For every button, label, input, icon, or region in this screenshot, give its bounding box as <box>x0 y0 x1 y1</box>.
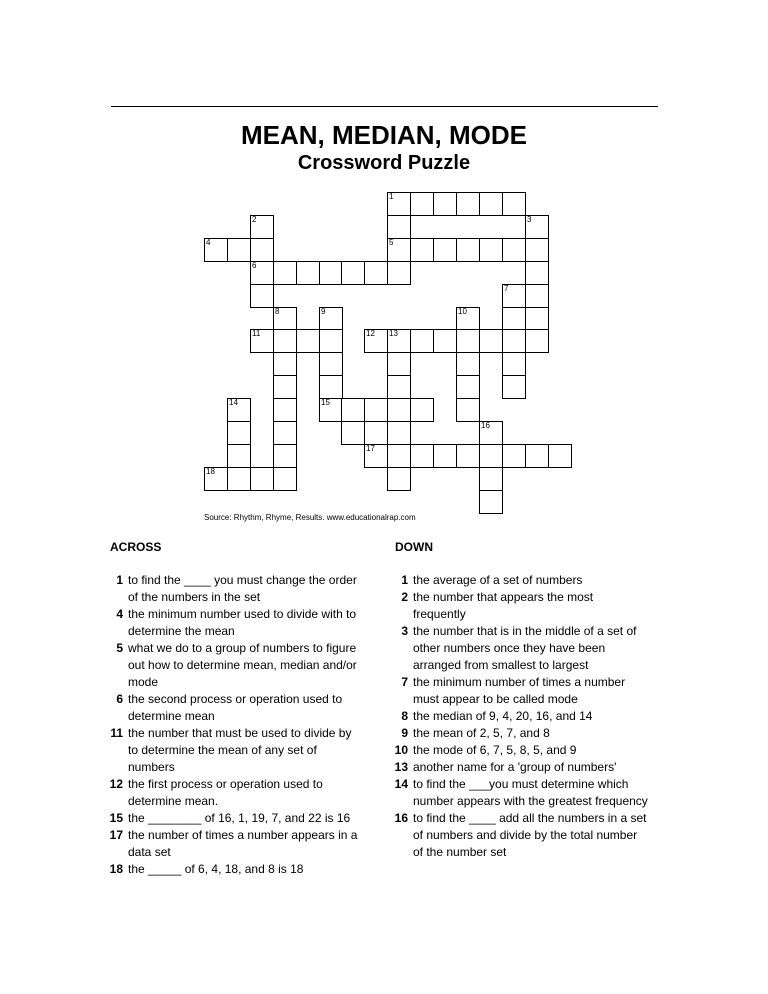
grid-cell[interactable] <box>250 215 274 239</box>
grid-cell[interactable] <box>273 467 297 491</box>
grid-cell[interactable] <box>525 261 549 285</box>
grid-cell[interactable] <box>525 307 549 331</box>
clue-text: the number that must be used to divide by to determine the mean of any set of numbers <box>128 726 352 774</box>
grid-cell[interactable] <box>364 398 388 422</box>
grid-cell[interactable] <box>502 307 526 331</box>
grid-cell[interactable] <box>250 467 274 491</box>
grid-cell[interactable] <box>479 192 503 216</box>
grid-cell[interactable] <box>273 421 297 445</box>
clue-number: 4 <box>116 607 123 621</box>
clue-item <box>386 725 648 742</box>
grid-cell[interactable] <box>387 261 411 285</box>
clue-text: the number of times a number appears in a data set <box>128 828 358 859</box>
clue-number: 14 <box>229 398 238 407</box>
grid-cell[interactable] <box>319 329 343 353</box>
clue-number: 16 <box>481 421 490 430</box>
grid-cell[interactable] <box>410 238 434 262</box>
grid-cell[interactable] <box>250 284 274 308</box>
grid-cell[interactable] <box>525 215 549 239</box>
clue-item <box>101 861 363 878</box>
grid-cell[interactable] <box>525 329 549 353</box>
clue-item <box>386 759 648 776</box>
clue-number: 5 <box>116 641 123 655</box>
grid-cell[interactable] <box>456 307 480 331</box>
clue-item <box>101 725 363 776</box>
clue-number: 3 <box>527 215 532 224</box>
grid-cell[interactable] <box>387 192 411 216</box>
grid-cell[interactable] <box>319 261 343 285</box>
clue-item <box>386 623 648 674</box>
clue-number: 6 <box>116 692 123 706</box>
grid-cell[interactable] <box>456 352 480 376</box>
page-title: MEAN, MEDIAN, MODE <box>241 120 527 150</box>
grid-cell[interactable] <box>387 421 411 445</box>
grid-cell[interactable] <box>456 192 480 216</box>
grid-cell[interactable] <box>502 352 526 376</box>
grid-cell[interactable] <box>387 329 411 353</box>
grid-cell[interactable] <box>456 444 480 468</box>
clue-number: 16 <box>394 811 408 825</box>
grid-cell[interactable] <box>387 398 411 422</box>
grid-cell[interactable] <box>410 192 434 216</box>
clue-item <box>386 589 648 623</box>
down-heading: DOWN <box>395 540 433 554</box>
grid-cell[interactable] <box>319 352 343 376</box>
grid-cell[interactable] <box>456 238 480 262</box>
grid-cell[interactable] <box>433 329 457 353</box>
clue-text: the minimum number used to divide with to determine the mean <box>128 607 357 638</box>
across-clue-list <box>101 572 363 878</box>
clue-number: 11 <box>252 329 261 338</box>
grid-cell[interactable] <box>479 329 503 353</box>
grid-cell[interactable] <box>433 192 457 216</box>
clue-item <box>386 776 648 810</box>
grid-cell[interactable] <box>502 284 526 308</box>
clue-number: 10 <box>394 743 408 757</box>
clue-number: 8 <box>275 307 280 316</box>
clue-text: the mode of 6, 7, 5, 8, 5, and 9 <box>413 743 577 757</box>
clue-number: 8 <box>401 709 408 723</box>
grid-cell[interactable] <box>456 398 480 422</box>
grid-cell[interactable] <box>479 444 503 468</box>
grid-cell[interactable] <box>273 261 297 285</box>
clue-number: 1 <box>116 573 123 587</box>
clue-text: the median of 9, 4, 20, 16, and 14 <box>413 709 593 723</box>
grid-cell[interactable] <box>296 329 320 353</box>
grid-cell[interactable] <box>502 238 526 262</box>
grid-cell[interactable] <box>341 261 365 285</box>
grid-cell[interactable] <box>364 444 388 468</box>
grid-cell[interactable] <box>273 352 297 376</box>
grid-cell[interactable] <box>319 375 343 399</box>
grid-cell[interactable] <box>273 398 297 422</box>
clue-text: the ________ of 16, 1, 19, 7, and 22 is 16 <box>128 811 351 825</box>
grid-cell[interactable] <box>548 444 572 468</box>
clue-number: 15 <box>109 811 123 825</box>
clue-text: the mean of 2, 5, 7, and 8 <box>413 726 550 740</box>
grid-cell[interactable] <box>479 421 503 445</box>
grid-cell[interactable] <box>250 238 274 262</box>
grid-cell[interactable] <box>410 398 434 422</box>
grid-cell[interactable] <box>479 467 503 491</box>
down-clue-list <box>386 572 648 861</box>
clue-text: to find the ____ add all the numbers in a set of numbers and divide by the total number of the number set <box>413 811 647 859</box>
grid-cell[interactable] <box>479 238 503 262</box>
clue-number: 12 <box>366 329 375 338</box>
grid-cell[interactable] <box>387 238 411 262</box>
clue-text: the minimum number of times a number must appear to be called mode <box>413 675 626 706</box>
clue-item <box>101 776 363 810</box>
grid-cell[interactable] <box>525 238 549 262</box>
clue-number: 9 <box>401 726 408 740</box>
grid-cell[interactable] <box>387 444 411 468</box>
clue-item <box>386 572 648 589</box>
clue-text: the number that appears the most frequently <box>413 590 594 621</box>
grid-cell[interactable] <box>502 329 526 353</box>
grid-cell[interactable] <box>296 261 320 285</box>
clue-number: 11 <box>110 726 123 740</box>
grid-cell[interactable] <box>433 238 457 262</box>
across-heading: ACROSS <box>110 540 162 554</box>
grid-cell[interactable] <box>387 375 411 399</box>
clue-item <box>386 742 648 759</box>
clue-number: 7 <box>401 675 408 689</box>
clue-number: 18 <box>109 862 123 876</box>
grid-cell[interactable] <box>227 444 251 468</box>
grid-cell[interactable] <box>250 261 274 285</box>
grid-cell[interactable] <box>273 329 297 353</box>
grid-cell[interactable] <box>410 329 434 353</box>
grid-cell[interactable] <box>227 398 251 422</box>
grid-cell[interactable] <box>341 398 365 422</box>
grid-cell[interactable] <box>456 375 480 399</box>
page-subtitle: Crossword Puzzle <box>297 152 471 174</box>
clue-number: 5 <box>389 238 394 247</box>
clue-number: 17 <box>366 444 375 453</box>
clue-item <box>386 708 648 725</box>
clue-number: 3 <box>401 624 408 638</box>
grid-cell[interactable] <box>387 352 411 376</box>
clue-text: the average of a set of numbers <box>413 573 583 587</box>
clue-number: 13 <box>389 329 398 338</box>
clue-item <box>101 691 363 725</box>
grid-cell[interactable] <box>525 284 549 308</box>
grid-cell[interactable] <box>456 329 480 353</box>
grid-cell[interactable] <box>387 215 411 239</box>
source-credit: Source: Rhythm, Rhyme, Results. www.educationalrap.com <box>204 513 416 522</box>
grid-cell[interactable] <box>204 238 228 262</box>
clue-number: 1 <box>389 192 394 201</box>
clue-number: 2 <box>401 590 408 604</box>
clue-item <box>101 810 363 827</box>
grid-cell[interactable] <box>273 307 297 331</box>
grid-cell[interactable] <box>525 444 549 468</box>
clue-number: 2 <box>252 215 257 224</box>
clue-number: 12 <box>109 777 123 791</box>
grid-cell[interactable] <box>273 444 297 468</box>
grid-cell[interactable] <box>433 444 457 468</box>
grid-cell[interactable] <box>502 444 526 468</box>
grid-cell[interactable] <box>364 329 388 353</box>
clue-number: 15 <box>321 398 330 407</box>
grid-cell[interactable] <box>319 307 343 331</box>
clue-item <box>386 674 648 708</box>
grid-cell[interactable] <box>479 490 503 514</box>
grid-cell[interactable] <box>227 421 251 445</box>
clue-number: 13 <box>394 760 408 774</box>
clue-text: another name for a 'group of numbers' <box>413 760 617 774</box>
clue-text: the second process or operation used to determine mean <box>128 692 343 723</box>
clue-text: the number that is in the middle of a set of other numbers once they have been arranged from smallest to largest <box>413 624 637 672</box>
grid-cell[interactable] <box>341 421 365 445</box>
clue-number: 10 <box>458 307 467 316</box>
clue-number: 17 <box>109 828 123 842</box>
top-rule <box>111 106 658 107</box>
clue-text: the _____ of 6, 4, 18, and 8 is 18 <box>128 862 304 876</box>
clue-number: 7 <box>504 284 509 293</box>
grid-cell[interactable] <box>227 238 251 262</box>
grid-cell[interactable] <box>387 467 411 491</box>
clue-item <box>101 606 363 640</box>
clue-number: 4 <box>206 238 211 247</box>
grid-cell[interactable] <box>250 329 274 353</box>
clue-text: to find the ___you must determine which number appears with the greatest frequency <box>413 777 648 808</box>
clue-text: what we do to a group of numbers to figure out how to determine mean, median and/or mode <box>128 641 357 689</box>
clue-number: 6 <box>252 261 257 270</box>
grid-cell[interactable] <box>319 398 343 422</box>
grid-cell[interactable] <box>273 375 297 399</box>
grid-cell[interactable] <box>227 467 251 491</box>
clue-number: 1 <box>401 573 408 587</box>
grid-cell[interactable] <box>364 261 388 285</box>
clue-item <box>101 827 363 861</box>
grid-cell[interactable] <box>502 192 526 216</box>
clue-number: 9 <box>321 307 326 316</box>
clue-number: 18 <box>206 467 215 476</box>
grid-cell[interactable] <box>410 444 434 468</box>
clue-item <box>101 640 363 691</box>
grid-cell[interactable] <box>502 375 526 399</box>
clue-item <box>101 572 363 606</box>
grid-cell[interactable] <box>204 467 228 491</box>
clue-text: to find the ____ you must change the order of the numbers in the set <box>128 573 357 604</box>
clue-number: 14 <box>394 777 408 791</box>
clue-item <box>386 810 648 861</box>
clue-text: the first process or operation used to determine mean. <box>128 777 323 808</box>
